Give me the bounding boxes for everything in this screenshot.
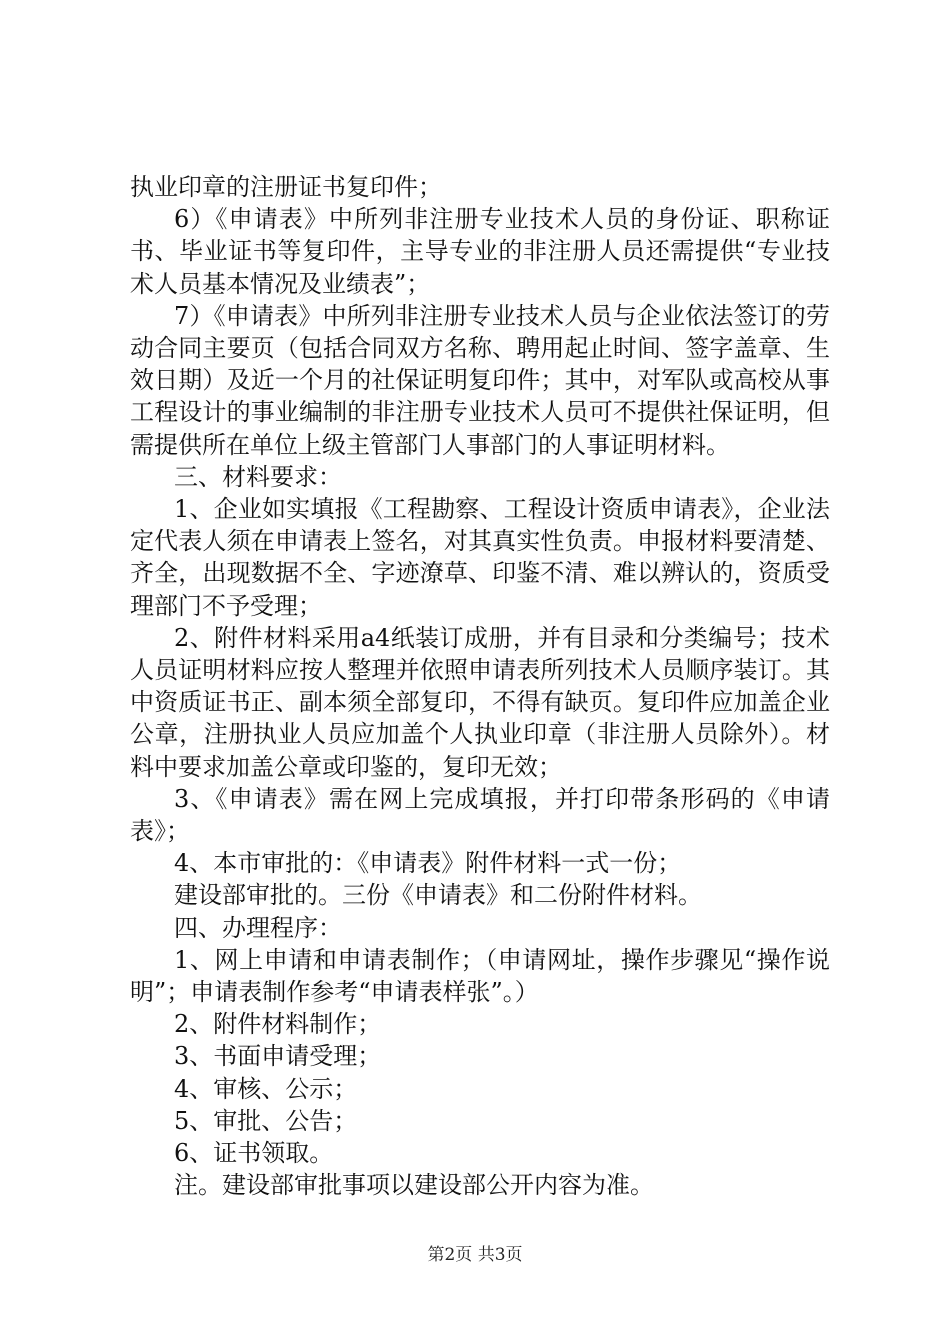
list-item: 4、审核、公示； (174, 1074, 358, 1103)
note-paragraph: 注。建设部审批事项以建设部公开内容为准。 (174, 1171, 654, 1200)
section-heading: 三、材料要求： (174, 462, 342, 491)
paragraph: 1、企业如实填报《工程勘察、工程设计资质申请表》，企业法定代表人须在申请表上签名，对其真实性负责。申报材料要清楚、齐全，出现数据不全、字迹潦草、印鉴不清、难以辨认的，资质受理部门不予受理； (130, 495, 830, 620)
list-item: 6、证书领取。 (174, 1139, 334, 1168)
list-item: 3、书面申请受理； (174, 1042, 382, 1071)
list-item: 2、附件材料制作； (174, 1010, 382, 1039)
paragraph: 1、网上申请和申请表制作；（申请网址，操作步骤见“操作说明”；申请表制作参考“申请表样张”。） (130, 945, 830, 1007)
paragraph: 6）《申请表》中所列非注册专业技术人员的身份证、职称证书、毕业证书等复印件，主导专业的非注册人员还需提供“专业技术人员基本情况及业绩表”； (130, 205, 830, 298)
page-number-label: 第2页 共3页 (427, 1245, 523, 1265)
document-body (130, 171, 830, 1202)
list-item: 5、审批、公告； (174, 1106, 358, 1135)
paragraph: 3、《申请表》需在网上完成填报，并打印带条形码的《申请表》； (130, 784, 830, 846)
section-heading: 四、办理程序： (174, 913, 342, 942)
paragraph: 7）《申请表》中所列非注册专业技术人员与企业依法签订的劳动合同主要页（包括合同双方名称、聘用起止时间、签字盖章、生效日期）及近一个月的社保证明复印件；其中，对军队或高校从事工程设计的事业编制的非注册专业技术人员可不提供社保证明，但需提供所在单位上级主管部门人事部门的人事证明材料。 (130, 301, 830, 459)
paragraph: 执业印章的注册证书复印件； (130, 173, 442, 201)
page-footer (0, 1245, 950, 1265)
paragraph: 4、本市审批的：《申请表》附件材料一式一份； (174, 849, 682, 878)
paragraph: 2、附件材料采用a4纸装订成册，并有目录和分类编号；技术人员证明材料应按人整理并依照申请表所列技术人员顺序装订。其中资质证书正、副本须全部复印，不得有缺页。复印件应加盖企业公章，注册执业人员应加盖个人执业印章（非注册人员除外）。材料中要求加盖公章或印鉴的，复印无效； (130, 623, 830, 781)
paragraph: 建设部审批的。三份《申请表》和二份附件材料。 (174, 881, 702, 910)
